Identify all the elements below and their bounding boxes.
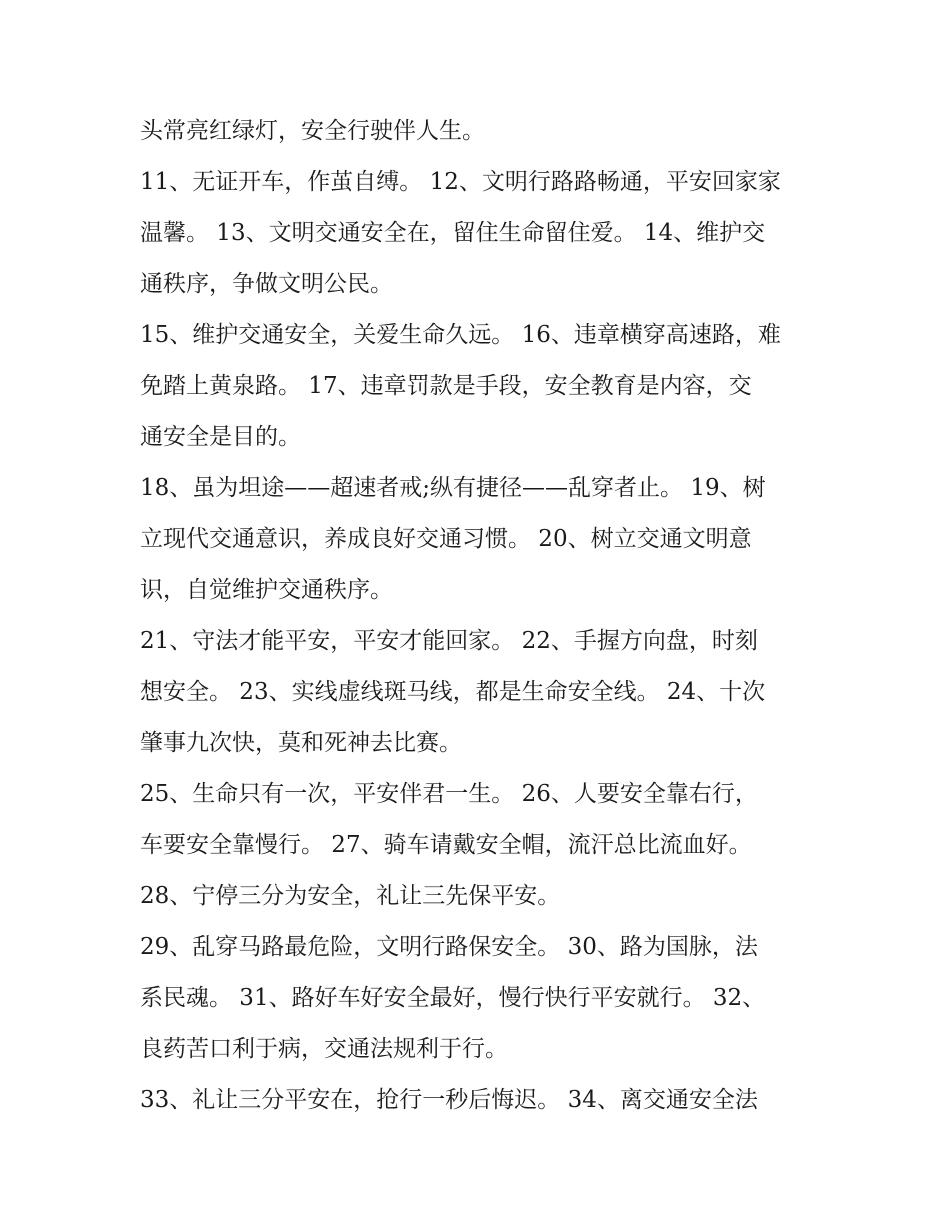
text-line: 免踏上黄泉路。 17、违章罚款是手段，安全教育是内容，交 [140, 373, 752, 399]
text-line: 28、宁停三分为安全，礼让三先保平安。 [140, 883, 561, 909]
text-line: 良药苦口利于病，交通法规利于行。 [140, 1036, 508, 1062]
slogan-text-block [140, 106, 830, 1126]
text-line: 33、礼让三分平安在，抢行一秒后悔迟。 34、离交通安全法 [140, 1087, 758, 1113]
text-line: 头常亮红绿灯，安全行驶伴人生。 [140, 118, 485, 144]
text-line: 温馨。 13、文明交通安全在，留住生命留住爱。 14、维护交 [140, 220, 766, 246]
text-line: 肇事九次快，莫和死神去比赛。 [140, 730, 462, 756]
text-line: 29、乱穿马路最危险，文明行路保安全。 30、路为国脉，法 [140, 934, 758, 960]
text-line: 11、无证开车，作茧自缚。 12、文明行路路畅通，平安回家家 [140, 169, 781, 195]
text-line: 21、守法才能平安，平安才能回家。 22、手握方向盘，时刻 [140, 628, 758, 654]
text-line: 想安全。 23、实线虚线斑马线，都是生命安全线。 24、十次 [140, 679, 766, 705]
text-line: 识，自觉维护交通秩序。 [140, 577, 393, 603]
text-line: 车要安全靠慢行。 27、骑车请戴安全帽，流汗总比流血好。 [140, 832, 752, 858]
text-line: 通秩序，争做文明公民。 [140, 271, 393, 297]
text-line: 立现代交通意识，养成良好交通习惯。 20、树立交通文明意 [140, 526, 752, 552]
text-line: 15、维护交通安全，关爱生命久远。 16、违章横穿高速路，难 [140, 322, 781, 348]
text-line: 系民魂。 31、路好车好安全最好，慢行快行平安就行。 32、 [140, 985, 766, 1011]
text-line: 通安全是目的。 [140, 424, 301, 450]
text-line: 25、生命只有一次，平安伴君一生。 26、人要安全靠右行， [140, 781, 758, 807]
text-line: 18、虽为坦途——超速者戒;纵有捷径——乱穿者止。 19、树 [140, 475, 766, 501]
